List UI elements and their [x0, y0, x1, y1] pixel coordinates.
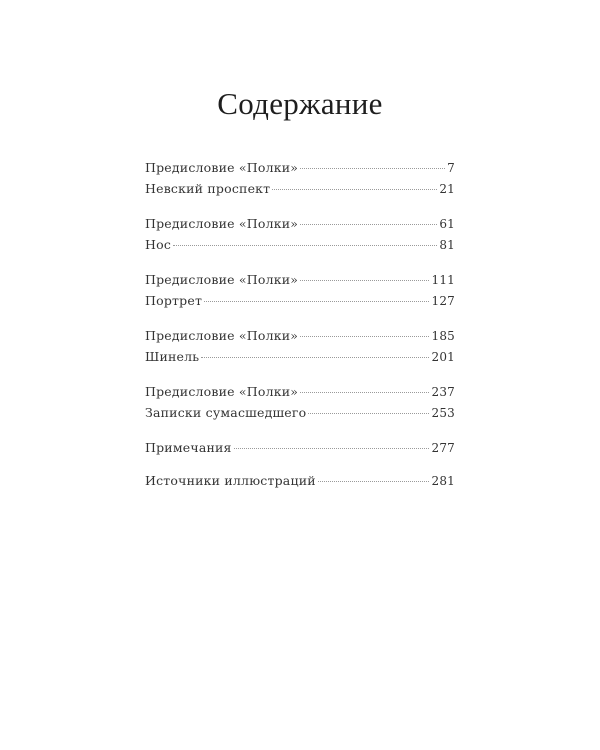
- dot-leader: [272, 189, 437, 190]
- toc-entry-label: Предисловие «Полки»: [145, 328, 299, 343]
- dot-leader: [201, 357, 429, 358]
- toc-entry-label: Предисловие «Полки»: [145, 384, 299, 399]
- dot-leader: [300, 224, 437, 225]
- toc-group: [145, 328, 455, 370]
- dot-leader: [308, 413, 429, 414]
- toc-group: [145, 440, 455, 461]
- toc-group: [145, 272, 455, 314]
- toc-entry-page: 253: [431, 406, 455, 420]
- toc-entry-label: Предисловие «Полки»: [145, 216, 299, 231]
- toc-entry[interactable]: [145, 272, 455, 293]
- toc-entry-label: Источники иллюстраций: [145, 473, 316, 488]
- toc-entry-label: Записки сумасшедшего: [145, 405, 307, 420]
- toc-entry-label: Предисловие «Полки»: [145, 160, 299, 175]
- toc-entry-page: 201: [431, 350, 455, 364]
- toc-entry[interactable]: [145, 160, 455, 181]
- toc-entry-label: Нос: [145, 237, 172, 252]
- toc-entry[interactable]: [145, 328, 455, 349]
- dot-leader: [300, 168, 445, 169]
- toc-group: [145, 384, 455, 426]
- toc-entry-label: Примечания: [145, 440, 232, 455]
- toc-entry-page: 185: [431, 329, 455, 343]
- toc-entry-page: 7: [447, 161, 455, 175]
- toc-entry[interactable]: [145, 384, 455, 405]
- toc-entry-page: 237: [431, 385, 455, 399]
- dot-leader: [173, 245, 437, 246]
- toc-entry[interactable]: [145, 216, 455, 237]
- toc-entry-label: Портрет: [145, 293, 203, 308]
- toc-entry-page: 81: [439, 238, 455, 252]
- toc-entry-label: Предисловие «Полки»: [145, 272, 299, 287]
- toc-entry-page: 21: [439, 182, 455, 196]
- dot-leader: [300, 336, 429, 337]
- toc-entry-page: 281: [431, 474, 455, 488]
- toc-group: [145, 160, 455, 202]
- dot-leader: [318, 481, 430, 482]
- toc-entry[interactable]: [145, 440, 455, 461]
- toc-entry[interactable]: [145, 349, 455, 370]
- dot-leader: [300, 280, 429, 281]
- toc-entry[interactable]: [145, 293, 455, 314]
- table-of-contents: [145, 160, 455, 506]
- toc-entry-page: 127: [431, 294, 455, 308]
- dot-leader: [234, 448, 430, 449]
- toc-entry-label: Шинель: [145, 349, 200, 364]
- toc-entry[interactable]: [145, 237, 455, 258]
- toc-entry-page: 111: [431, 273, 455, 287]
- page-title: Содержание: [217, 86, 383, 121]
- toc-group: [145, 216, 455, 258]
- toc-entry[interactable]: [145, 405, 455, 426]
- dot-leader: [300, 392, 429, 393]
- toc-entry-label: Невский проспект: [145, 181, 271, 196]
- toc-entry[interactable]: [145, 473, 455, 494]
- toc-entry-page: 277: [431, 441, 455, 455]
- toc-entry[interactable]: [145, 181, 455, 202]
- dot-leader: [204, 301, 429, 302]
- toc-group: [145, 473, 455, 494]
- toc-entry-page: 61: [439, 217, 455, 231]
